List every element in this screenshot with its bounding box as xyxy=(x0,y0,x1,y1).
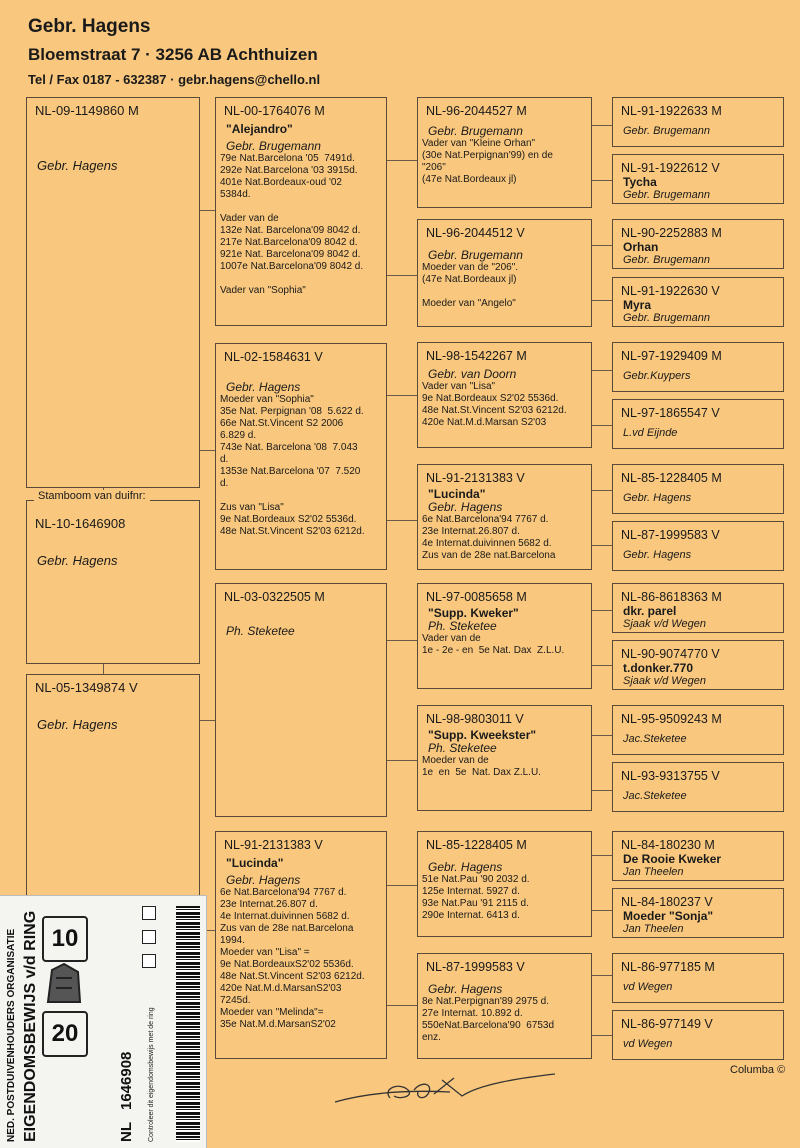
gen4-breeder: Jac.Steketee xyxy=(623,733,687,745)
connector-line xyxy=(592,975,612,976)
gen3-breeder: Gebr. van Doorn xyxy=(428,367,517,381)
gen3-breeder: Gebr. Hagens xyxy=(428,860,503,874)
gen3-ring: NL-97-0085658 M xyxy=(426,590,527,604)
gen4-name: dkr. parel xyxy=(623,604,677,618)
connector-line xyxy=(592,735,612,736)
gen4-name: De Rooie Kweker xyxy=(623,852,722,866)
stamboom-label: Stamboom van duifnr: xyxy=(34,490,150,502)
card-title: EIGENDOMSBEWIJS v/d RING xyxy=(22,910,39,1142)
gen2-name: "Lucinda" xyxy=(226,856,284,870)
gen4-breeder: Jac.Steketee xyxy=(623,790,687,802)
connector-line xyxy=(387,640,417,641)
gen2-breeder: Gebr. Hagens xyxy=(226,873,301,887)
gen4-breeder: Gebr.Kuypers xyxy=(623,370,691,382)
subject-ring: NL-10-1646908 xyxy=(35,516,126,531)
gen4-breeder: Gebr. Brugemann xyxy=(623,254,711,266)
gen4-ring: NL-95-9509243 M xyxy=(621,712,722,726)
gen3-ring: NL-98-1542267 M xyxy=(426,349,527,363)
connector-line xyxy=(592,790,612,791)
gen4-ring: NL-86-8618363 M xyxy=(621,590,722,604)
pedigree-gen3-box xyxy=(417,705,592,811)
connector-line xyxy=(387,395,417,396)
gen4-breeder: Gebr. Hagens xyxy=(623,492,692,504)
gen3-breeder: Gebr. Brugemann xyxy=(428,248,523,262)
pedigree-gen2-box xyxy=(215,583,387,817)
gen3-ring: NL-91-2131383 V xyxy=(426,471,525,485)
gen2-breeder: Ph. Steketee xyxy=(226,624,295,638)
connector-line xyxy=(592,300,612,301)
gen2-ring: NL-02-1584631 V xyxy=(224,350,323,364)
gen4-breeder: Sjaak v/d Wegen xyxy=(623,675,706,687)
pedigree-gen3-box xyxy=(417,464,592,570)
gen3-breeder: Gebr. Hagens xyxy=(428,500,503,514)
gen4-ring: NL-87-1999583 V xyxy=(621,528,720,542)
gen2-breeder: Gebr. Hagens xyxy=(226,380,301,394)
pedigree-gen4-box xyxy=(612,342,784,392)
gen4-ring: NL-93-9313755 V xyxy=(621,769,720,783)
gen3-name: "Lucinda" xyxy=(428,487,486,501)
connector-line xyxy=(200,720,215,721)
pedigree-gen4-box xyxy=(612,154,784,204)
gen4-ring: NL-97-1865547 V xyxy=(621,406,720,420)
gen4-breeder: vd Wegen xyxy=(623,981,673,993)
gen4-name: Myra xyxy=(623,298,652,312)
gen4-ring: NL-97-1929409 M xyxy=(621,349,722,363)
father-ring: NL-09-1149860 M xyxy=(35,103,139,118)
gen2-details: 79e Nat.Barcelona '05 7491d. 292e Nat.Barcelona '03 3915d. 401e Nat.Bordeaux-oud '02 5384d. Vader van de 132e Nat. Barcelona'09 8042 d. 217e Nat.Barcelona'09 8042 d. 921e Nat. Barcelona'09 8042 d. 1007e Nat.Barcelona'09 8042 d. Vader van "Sophia" xyxy=(220,153,364,296)
gen3-details: Moeder van de "206". (47e Nat.Bordeaux jl) Moeder van "Angelo" xyxy=(422,262,519,309)
signature xyxy=(330,1070,560,1110)
gen2-ring: NL-03-0322505 M xyxy=(224,590,325,604)
gen4-ring: NL-91-1922630 V xyxy=(621,284,720,298)
gen3-details: 8e Nat.Perpignan'89 2975 d. 27e Internat. 10.892 d. 550eNat.Barcelona'90 6753d enz. xyxy=(422,996,555,1043)
gen3-ring: NL-96-2044527 M xyxy=(426,104,527,118)
gen3-ring: NL-87-1999583 V xyxy=(426,960,525,974)
connector-line xyxy=(592,855,612,856)
pedigree-gen3-box xyxy=(417,583,592,689)
gen4-breeder: Gebr. Hagens xyxy=(623,549,692,561)
gen2-ring: NL-00-1764076 M xyxy=(224,104,325,118)
connector-line xyxy=(592,665,612,666)
gen3-details: 6e Nat.Barcelona'94 7767 d. 23e Internat.26.807 d. 4e Internat.duivinnen 5682 d. Zus van de 28e nat.Barcelona xyxy=(422,514,556,561)
father-breeder: Gebr. Hagens xyxy=(37,158,118,173)
card-checkbox xyxy=(142,906,156,920)
connector-line xyxy=(592,610,612,611)
card-year-right: 10 xyxy=(42,916,88,962)
gen4-breeder: vd Wegen xyxy=(623,1038,673,1050)
connector-line xyxy=(592,125,612,126)
gen3-ring: NL-96-2044512 V xyxy=(426,226,525,240)
pedigree-gen2-box xyxy=(215,343,387,570)
gen4-breeder: L.vd Eijnde xyxy=(623,427,678,439)
gen4-breeder: Sjaak v/d Wegen xyxy=(623,618,706,630)
gen3-details: Moeder van de 1e en 5e Nat. Dax Z.L.U. xyxy=(422,755,541,778)
connector-line xyxy=(387,160,417,161)
gen4-ring: NL-91-1922633 M xyxy=(621,104,722,118)
card-org: NED. POSTDUIVENHOUDERS ORGANISATIE xyxy=(6,928,17,1142)
connector-line xyxy=(387,520,417,521)
gen3-ring: NL-98-9803011 V xyxy=(426,712,524,726)
gen4-breeder: Jan Theelen xyxy=(623,866,684,878)
pedigree-gen3-box xyxy=(417,219,592,327)
pedigree-gen3-box xyxy=(417,342,592,448)
pedigree-gen4-box xyxy=(612,277,784,327)
gen3-breeder: Ph. Steketee xyxy=(428,741,497,755)
connector-line xyxy=(387,275,417,276)
pedigree-gen4-box xyxy=(612,219,784,269)
pedigree-gen4-box xyxy=(612,762,784,812)
gen2-ring: NL-91-2131383 V xyxy=(224,838,323,852)
connector-line xyxy=(592,370,612,371)
connector-line xyxy=(200,210,215,211)
gen4-ring: NL-91-1922612 V xyxy=(621,161,720,175)
pedigree-gen4-box xyxy=(612,705,784,755)
pedigree-gen4-box xyxy=(612,1010,784,1060)
copyright-label: Columba © xyxy=(730,1064,786,1076)
gen3-details: Vader van "Lisa" 9e Nat.Bordeaux S2'02 5536d. 48e Nat.St.Vincent S2'03 6212d. 420e Nat.M.d.Marsan S2'03 xyxy=(422,381,567,428)
barcode xyxy=(176,906,200,1142)
pedigree-gen4-box xyxy=(612,583,784,633)
breeder-name: Gebr. Hagens xyxy=(28,16,151,37)
lion-logo-icon xyxy=(44,962,84,1006)
pedigree-father xyxy=(26,97,200,488)
gen4-name: Moeder "Sonja" xyxy=(623,909,714,923)
pedigree-gen4-box xyxy=(612,888,784,938)
gen2-details: Moeder van "Sophia" 35e Nat. Perpignan '08 5.622 d. 66e Nat.St.Vincent S2 2006 6.829 d. 743e Nat. Barcelona '08 7.043 d. 1353e Nat.Barcelona '07 7.520 d. Zus van "Lisa" 9e Nat.Bordeaux S2'02 5536d. 48e Nat.St.Vincent S2'03 6212d. xyxy=(220,394,365,537)
pedigree-gen4-box xyxy=(612,464,784,514)
connector-line xyxy=(592,1035,612,1036)
gen4-breeder: Gebr. Brugemann xyxy=(623,312,711,324)
gen3-name: "Supp. Kweker" xyxy=(428,606,519,620)
pedigree-gen4-box xyxy=(612,831,784,881)
gen3-breeder: Ph. Steketee xyxy=(428,619,497,633)
pedigree-gen3-box xyxy=(417,953,592,1059)
gen3-details: Vader van de 1e - 2e - en 5e Nat. Dax Z.L.U. xyxy=(422,633,565,656)
breeder-address: Bloemstraat 7 · 3256 AB Achthuizen xyxy=(28,45,318,64)
pedigree-gen3-box xyxy=(417,97,592,208)
gen4-ring: NL-84-180237 V xyxy=(621,895,713,909)
breeder-contact: Tel / Fax 0187 - 632387 · gebr.hagens@chello.nl xyxy=(28,72,321,87)
gen4-name: t.donker.770 xyxy=(623,661,694,675)
pedigree-gen4-box xyxy=(612,521,784,571)
connector-line xyxy=(200,450,215,451)
gen4-ring: NL-84-180230 M xyxy=(621,838,715,852)
connector-line xyxy=(387,1005,417,1006)
pedigree-gen3-box xyxy=(417,831,592,937)
connector-line xyxy=(592,425,612,426)
gen3-ring: NL-85-1228405 M xyxy=(426,838,527,852)
gen4-ring: NL-90-9074770 V xyxy=(621,647,720,661)
pedigree-gen4-box xyxy=(612,953,784,1003)
gen3-details: Vader van "Kleine Orhan" (30e Nat.Perpignan'99) en de "206" (47e Nat.Bordeaux jl) xyxy=(422,138,553,185)
pedigree-gen2-box xyxy=(215,97,387,326)
connector-line xyxy=(592,910,612,911)
connector-line xyxy=(103,664,104,674)
card-ring-number: 1646908 xyxy=(118,1051,135,1110)
pedigree-gen4-box xyxy=(612,399,784,449)
connector-line xyxy=(592,545,612,546)
card-small-text: Controleer dit eigendomsbewijs met de ring xyxy=(148,1007,155,1142)
ownership-card xyxy=(0,895,207,1148)
card-country: NL xyxy=(118,1122,135,1142)
gen3-breeder: Gebr. Brugemann xyxy=(428,124,523,138)
gen3-details: 51e Nat.Pau '90 2032 d. 125e Internat. 5927 d. 93e Nat.Pau '91 2115 d. 290e Internat. 6413 d. xyxy=(422,874,530,921)
gen4-ring: NL-85-1228405 M xyxy=(621,471,722,485)
card-year-left: 20 xyxy=(42,1011,88,1057)
pedigree-gen4-box xyxy=(612,97,784,147)
mother-ring: NL-05-1349874 V xyxy=(35,680,138,695)
gen2-breeder: Gebr. Brugemann xyxy=(226,139,321,153)
pedigree-subject xyxy=(26,500,200,664)
gen3-breeder: Gebr. Hagens xyxy=(428,982,503,996)
gen4-name: Tycha xyxy=(623,175,657,189)
gen2-name: "Alejandro" xyxy=(226,122,293,136)
mother-breeder: Gebr. Hagens xyxy=(37,717,118,732)
card-checkbox xyxy=(142,954,156,968)
subject-breeder: Gebr. Hagens xyxy=(37,553,118,568)
connector-line xyxy=(387,885,417,886)
gen4-ring: NL-90-2252883 M xyxy=(621,226,722,240)
connector-line xyxy=(592,180,612,181)
pedigree-gen4-box xyxy=(612,640,784,690)
gen4-breeder: Gebr. Brugemann xyxy=(623,125,711,137)
pedigree-gen2-box xyxy=(215,831,387,1059)
gen4-breeder: Gebr. Brugemann xyxy=(623,189,711,201)
connector-line xyxy=(592,490,612,491)
gen3-name: "Supp. Kweekster" xyxy=(428,728,537,742)
connector-line xyxy=(592,245,612,246)
gen4-ring: NL-86-977149 V xyxy=(621,1017,713,1031)
gen4-name: Orhan xyxy=(623,240,659,254)
connector-line xyxy=(387,760,417,761)
gen4-ring: NL-86-977185 M xyxy=(621,960,715,974)
gen2-details: 6e Nat.Barcelona'94 7767 d. 23e Internat.26.807 d. 4e Internat.duivinnen 5682 d. Zus van de 28e nat.Barcelona 1994. Moeder van "Lisa" = 9e Nat.BordeauxS2'02 5536d. 48e Nat.St.Vincent S2'03 6212d. 420e Nat.M.d.MarsanS2'03 7245d. Moeder van "Melinda"= 35e Nat.M.d.MarsanS2'02 xyxy=(220,887,365,1030)
gen4-breeder: Jan Theelen xyxy=(623,923,684,935)
card-checkbox xyxy=(142,930,156,944)
